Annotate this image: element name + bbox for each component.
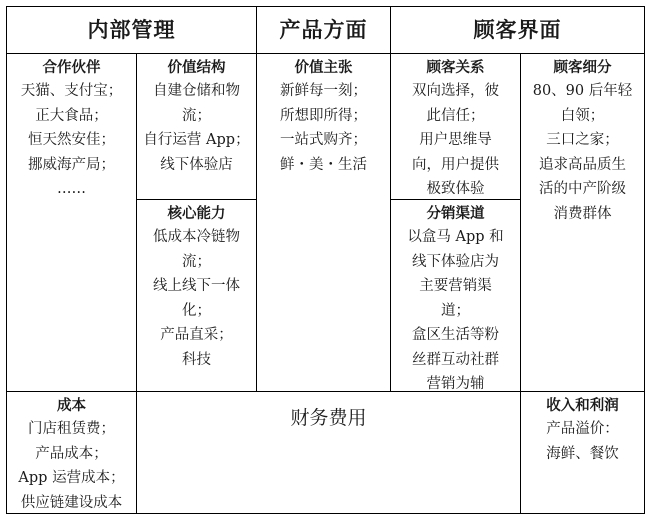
value-proposition-line: 鲜・美・生活 — [280, 156, 367, 173]
value-proposition-line: 所想即所得； — [280, 107, 367, 124]
channels-line: 道； — [441, 302, 470, 319]
value-structure-cell — [137, 54, 256, 199]
customer-relations-line: 用户思维导 — [419, 132, 492, 148]
core-capability-line: 产品直采； — [160, 327, 233, 343]
channels-title: 分销渠道 — [426, 205, 485, 222]
revenue-cell — [521, 392, 644, 513]
segments-title: 顾客细分 — [553, 59, 612, 76]
partners-line: 天猫、支付宝； — [20, 83, 123, 99]
customer-relations-line: 双向选择，彼 — [412, 83, 499, 99]
header-product-text: 产品方面 — [279, 17, 368, 42]
partners-line: …… — [57, 181, 86, 197]
customer-relations-lines — [391, 79, 520, 199]
partners-lines — [7, 79, 136, 202]
value-proposition-title: 价值主张 — [294, 59, 353, 76]
cost-line: 门店租赁费； — [28, 421, 115, 437]
customer-relations-line: 向，用户提供 — [412, 156, 499, 173]
finance-cell — [137, 392, 520, 513]
channels-line: 以盒马 App 和 — [407, 229, 504, 245]
value-proposition-cell — [257, 54, 390, 391]
finance-label: 财务费用 — [290, 407, 367, 429]
segments-line: 三口之家； — [546, 132, 619, 148]
partners-line: 恒天然安佳； — [28, 132, 115, 148]
cost-line: App 运营成本； — [18, 470, 125, 486]
cost-line: 产品成本； — [35, 445, 108, 462]
segments-line: 消费群体 — [553, 205, 612, 222]
segments-lines — [521, 79, 644, 226]
customer-relations-title: 顾客关系 — [426, 59, 485, 76]
core-capability-line: 线上线下一体 — [153, 278, 240, 294]
value-structure-line: 流； — [182, 107, 211, 124]
core-capability-line: 流； — [182, 253, 211, 270]
core-capability-cell — [137, 200, 256, 391]
segments-line: 80、90 后年轻 — [532, 83, 633, 99]
revenue-line: 海鲜、餐饮 — [546, 445, 619, 462]
channels-line: 营销为辅 — [426, 376, 485, 391]
core-capability-title: 核心能力 — [167, 205, 226, 222]
core-capability-lines — [137, 225, 256, 372]
segments-cell — [521, 54, 644, 391]
value-structure-line: 自建仓储和物 — [153, 83, 240, 99]
customer-relations-cell — [391, 54, 520, 199]
cost-cell — [7, 392, 136, 513]
value-proposition-lines — [257, 79, 390, 177]
revenue-line: 产品溢价： — [546, 421, 619, 437]
header-customer-text: 顾客界面 — [473, 17, 562, 42]
segments-line: 白领； — [560, 107, 605, 124]
customer-relations-line: 极致体验 — [426, 181, 485, 197]
cost-line: 供应链建设成本 — [20, 494, 123, 511]
value-proposition-line: 一站式购齐； — [280, 132, 367, 148]
value-structure-title: 价值结构 — [167, 59, 226, 76]
value-structure-line: 线下体验店 — [160, 156, 233, 173]
revenue-lines — [521, 417, 644, 466]
value-structure-line: 自行运营 App； — [143, 132, 250, 148]
channels-line: 丝群互动社群 — [412, 351, 499, 368]
segments-line: 追求高品质生 — [539, 156, 626, 173]
partners-line: 挪威海产局； — [28, 156, 115, 173]
channels-line: 盒区生活等粉 — [412, 327, 499, 343]
cost-title: 成本 — [57, 397, 86, 414]
partners-title: 合作伙伴 — [42, 59, 101, 76]
partners-line: 正大食品； — [35, 107, 108, 124]
value-proposition-line: 新鲜每一刻； — [280, 83, 367, 99]
core-capability-line: 科技 — [182, 351, 211, 368]
revenue-title: 收入和利润 — [546, 397, 619, 414]
header-internal-text: 内部管理 — [87, 17, 176, 42]
header-internal — [7, 7, 256, 53]
channels-cell — [391, 200, 520, 391]
header-customer — [391, 7, 644, 53]
partners-cell — [7, 54, 136, 391]
value-structure-lines — [137, 79, 256, 177]
grid-line-right — [644, 6, 645, 514]
grid-line-bottom — [6, 513, 645, 514]
core-capability-line: 低成本冷链物 — [153, 229, 240, 245]
cost-lines — [7, 417, 136, 513]
customer-relations-line: 此信任； — [426, 107, 485, 124]
channels-line: 线下体验店为 — [412, 253, 499, 270]
header-product — [257, 7, 390, 53]
channels-line: 主要营销渠 — [419, 278, 492, 294]
core-capability-line: 化； — [182, 302, 211, 319]
segments-line: 活的中产阶级 — [539, 181, 626, 197]
channels-lines — [391, 225, 520, 391]
